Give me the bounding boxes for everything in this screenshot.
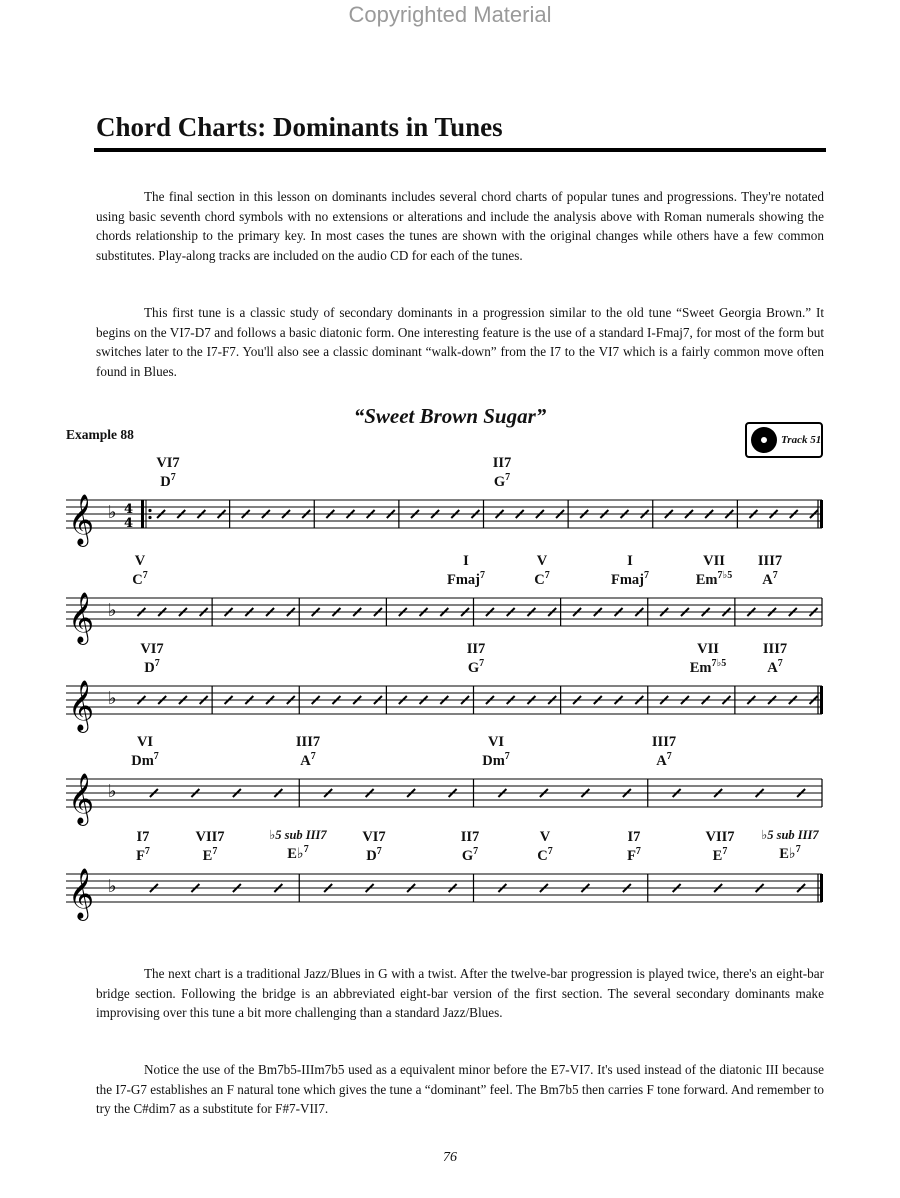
chord-name: G: [467, 659, 480, 676]
track-label: Track 51: [781, 434, 822, 446]
flat-key-signature-icon: ♭: [108, 781, 117, 802]
chord-name: A: [767, 659, 778, 676]
final-bar: [820, 874, 823, 902]
roman-numeral: II7: [492, 455, 512, 471]
time-signature-icon: 4: [124, 516, 134, 531]
chord-extension: 7: [170, 472, 176, 484]
chord-extension: 7: [142, 570, 148, 582]
chord-name: Dm: [482, 752, 505, 769]
chord-extension: 7: [772, 570, 778, 582]
chord-extension: 7♭5: [717, 570, 733, 582]
chord-name: Em: [695, 571, 718, 588]
roman-numeral: ♭5 sub III7: [269, 828, 327, 842]
chord-extension: 7: [505, 472, 511, 484]
roman-numeral: VII: [703, 553, 725, 569]
roman-numeral: VI: [136, 734, 154, 750]
chord-name: E♭: [779, 845, 796, 862]
treble-clef-icon: 𝄞: [68, 592, 95, 643]
time-signature-icon: 4: [124, 502, 134, 517]
chord-extension: 7: [547, 846, 553, 858]
chord-extension: 7: [144, 846, 150, 858]
roman-numeral: II7: [460, 829, 480, 845]
chord-name: C: [534, 571, 545, 588]
final-bar: [820, 686, 823, 714]
chord-name: Dm: [131, 752, 154, 769]
chord-name: E: [712, 847, 723, 864]
chord-extension: 7: [644, 570, 650, 582]
flat-key-signature-icon: ♭: [108, 688, 117, 709]
chord-name: F: [136, 847, 145, 864]
chord-extension: 7: [795, 843, 801, 855]
chord-extension: 7: [212, 846, 218, 858]
roman-numeral: V: [536, 553, 548, 569]
chord-extension: 7: [544, 570, 550, 582]
chord-extension: 7: [635, 846, 641, 858]
chord-extension: 7: [303, 843, 309, 855]
body-paragraph-4: Notice the use of the Bm7b5-IIIm7b5 used as a equivalent minor before the E7-VI7. It's used instead of the diatonic III because the I7-G7 establishes an F natural tone which gives the tune a “dominant” feel. The Bm7b5 then carries F tone forward. And remember to try the C#dim7 as a substitute for F#7-VII7.: [96, 1062, 824, 1116]
chord-name: Fmaj: [446, 571, 481, 588]
chord-extension: 7: [504, 751, 510, 763]
roman-numeral: V: [539, 829, 551, 845]
chord-name: Em: [689, 659, 712, 676]
chord-name: A: [656, 752, 667, 769]
chord-extension: 7: [479, 658, 485, 670]
staff-1: [66, 494, 823, 547]
chord-name: E♭: [287, 845, 304, 862]
roman-numeral: III7: [651, 734, 677, 750]
intro-paragraph-2: This first tune is a classic study of secondary dominants in a progression similar to the old tune “Sweet Georgia Brown.” It begins on the VI7-D7 and follows a basic diatonic form. One interesting feature is the use of a standard I-Fmaj7, for most of the form but switches later to the I7-F7. You'll also see a classic dominant “walk-down” from the I7 to the VI7 which is a fairly common move often found in Blues.: [96, 305, 824, 379]
repeat-dot: [148, 509, 151, 512]
chord-name: G: [493, 473, 506, 490]
example-label: Example 88: [66, 427, 134, 442]
chord-extension: 7: [777, 658, 783, 670]
chord-extension: 7: [153, 751, 159, 763]
roman-numeral: VII7: [705, 829, 735, 845]
chord-extension: 7: [154, 658, 160, 670]
section-title: Chord Charts: Dominants in Tunes: [96, 112, 503, 142]
staff-4: [66, 773, 822, 826]
tune-title: “Sweet Brown Sugar”: [353, 404, 547, 428]
chord-extension: 7: [722, 846, 728, 858]
chord-name: C: [132, 571, 143, 588]
roman-numeral: V: [134, 553, 146, 569]
chord-name: D: [160, 473, 171, 490]
roman-numeral: II7: [466, 641, 486, 657]
staff-3: [66, 680, 823, 733]
watermark: Copyrighted Material: [348, 2, 552, 27]
repeat-dot: [148, 516, 151, 519]
staff-5: [66, 868, 823, 921]
chord-extension: 7: [480, 570, 486, 582]
roman-numeral: VI7: [362, 829, 386, 845]
body-paragraph-3: The next chart is a traditional Jazz/Blues in G with a twist. After the twelve-bar progression is played twice, there's an eight-bar bridge section. Following the bridge is an abbreviated eight-bar version of the first section. The several secondary dominants make improvising over this tune a bit more challenging than a standard Jazz/Blues.: [96, 966, 824, 1020]
roman-numeral: VII7: [195, 829, 225, 845]
chord-name: A: [762, 571, 773, 588]
roman-numeral: I: [627, 553, 633, 569]
roman-numeral: I: [463, 553, 469, 569]
roman-numeral: III7: [295, 734, 321, 750]
flat-key-signature-icon: ♭: [108, 600, 117, 621]
treble-clef-icon: 𝄞: [68, 773, 95, 824]
final-bar: [820, 500, 823, 528]
chord-name: E: [202, 847, 213, 864]
roman-numeral: III7: [762, 641, 788, 657]
chord-extension: 7: [666, 751, 672, 763]
staff-2: [66, 592, 822, 645]
page-number: 76: [443, 1150, 457, 1165]
chord-name: D: [144, 659, 155, 676]
chord-extension: 7: [310, 751, 316, 763]
flat-key-signature-icon: ♭: [108, 876, 117, 897]
roman-numeral: VI7: [156, 455, 180, 471]
roman-numeral: VI: [487, 734, 505, 750]
chord-extension: 7: [473, 846, 479, 858]
flat-key-signature-icon: ♭: [108, 502, 117, 523]
intro-paragraph-1: The final section in this lesson on dominants includes several chord charts of popular tunes and progressions. They're notated using basic seventh chord symbols with no extensions or alterations and include the analysis above with Roman numerals showing the chords relationship to the primary key. In most cases the tunes are shown with the original changes while others have a few common substitutes. Play-along tracks are included on the audio CD for each of the tunes.: [96, 189, 824, 263]
chord-name: F: [627, 847, 636, 864]
chord-name: D: [366, 847, 377, 864]
chord-extension: 7♭5: [711, 658, 727, 670]
roman-numeral: VI7: [140, 641, 164, 657]
treble-clef-icon: 𝄞: [68, 494, 95, 545]
treble-clef-icon: 𝄞: [68, 868, 95, 919]
chord-name: A: [300, 752, 311, 769]
treble-clef-icon: 𝄞: [68, 680, 95, 731]
chord-name: G: [461, 847, 474, 864]
roman-numeral: I7: [136, 829, 150, 845]
roman-numeral: I7: [627, 829, 641, 845]
chord-extension: 7: [376, 846, 382, 858]
roman-numeral: VII: [697, 641, 719, 657]
roman-numeral: ♭5 sub III7: [761, 828, 819, 842]
repeat-bar: [141, 500, 144, 528]
roman-numeral: III7: [757, 553, 783, 569]
chord-name: Fmaj: [610, 571, 645, 588]
chord-name: C: [537, 847, 548, 864]
